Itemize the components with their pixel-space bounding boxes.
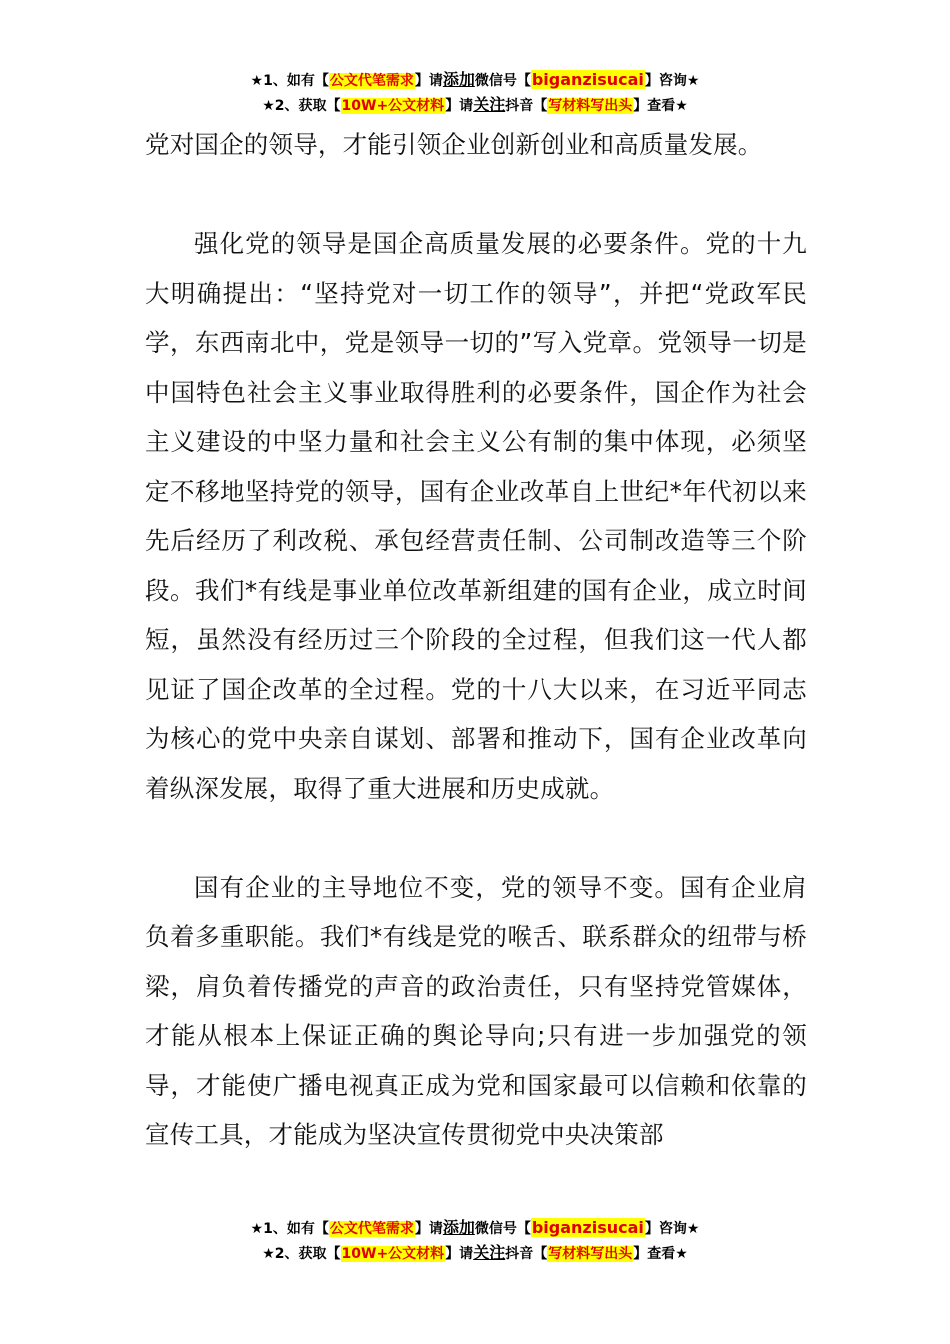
highlight-douyin-account: 写材料写出头 (548, 1246, 633, 1262)
header-banner (0, 68, 950, 118)
highlight-service: 公文代笔需求 (329, 1221, 414, 1237)
paragraph-continuation: 党对国企的领导，才能引领企业创新创业和高质量发展。 (145, 130, 763, 159)
underlined-word: 关注 (473, 1243, 506, 1262)
underlined-word: 添加 (442, 1218, 475, 1237)
underlined-word: 添加 (442, 70, 475, 89)
paragraph-gap (145, 813, 807, 863)
banner-line-1: ★1、如有【公文代笔需求】请添加微信号【biganzisucai】咨询★ (250, 1218, 700, 1237)
highlight-wechat-id: biganzisucai (531, 70, 644, 89)
highlight-materials: 10W+公文材料 (341, 98, 445, 114)
banner-line-2: ★2、获取【10W+公文材料】请关注抖音【写材料写出头】查看★ (262, 95, 688, 114)
paragraph-gap (145, 170, 807, 220)
highlight-wechat-id: biganzisucai (531, 1218, 644, 1237)
highlight-douyin-account: 写材料写出头 (548, 98, 633, 114)
highlight-service: 公文代笔需求 (329, 73, 414, 89)
underlined-word: 关注 (473, 95, 506, 114)
document-body (145, 120, 807, 1160)
paragraph: 国有企业的主导地位不变，党的领导不变。国有企业肩负着多重职能。我们*有线是党的喉舌、联系群众的纽带与桥梁，肩负着传播党的声音的政治责任，只有坚持党管媒体，才能从根本上保证正确的舆论导向;只有进一步加强党的领导，才能使广播电视真正成为党和国家最可以信赖和依靠的宣传工具，才能成为坚决宣传贯彻党中央决策部 (145, 872, 807, 1149)
banner-line-1: ★1、如有【公文代笔需求】请添加微信号【biganzisucai】咨询★ (250, 70, 700, 89)
paragraph: 强化党的领导是国企高质量发展的必要条件。党的十九大明确提出：“坚持党对一切工作的领导”，并把“党政军民学，东西南北中，党是领导一切的”写入党章。党领导一切是中国特色社会主义事业取得胜利的必要条件，国企作为社会主义建设的中坚力量和社会主义公有制的集中体现，必须坚定不移地坚持党的领导，国有企业改革自上世纪*年代初以来先后经历了利改税、承包经营责任制、公司制改造等三个阶段。我们*有线是事业单位改革新组建的国有企业，成立时间短，虽然没有经历过三个阶段的全过程，但我们这一代人都见证了国企改革的全过程。党的十八大以来，在习近平同志为核心的党中央亲自谋划、部署和推动下，国有企业改革向着纵深发展，取得了重大进展和历史成就。 (145, 229, 807, 803)
highlight-materials: 10W+公文材料 (341, 1246, 445, 1262)
footer-banner (0, 1216, 950, 1266)
banner-line-2: ★2、获取【10W+公文材料】请关注抖音【写材料写出头】查看★ (262, 1243, 688, 1262)
